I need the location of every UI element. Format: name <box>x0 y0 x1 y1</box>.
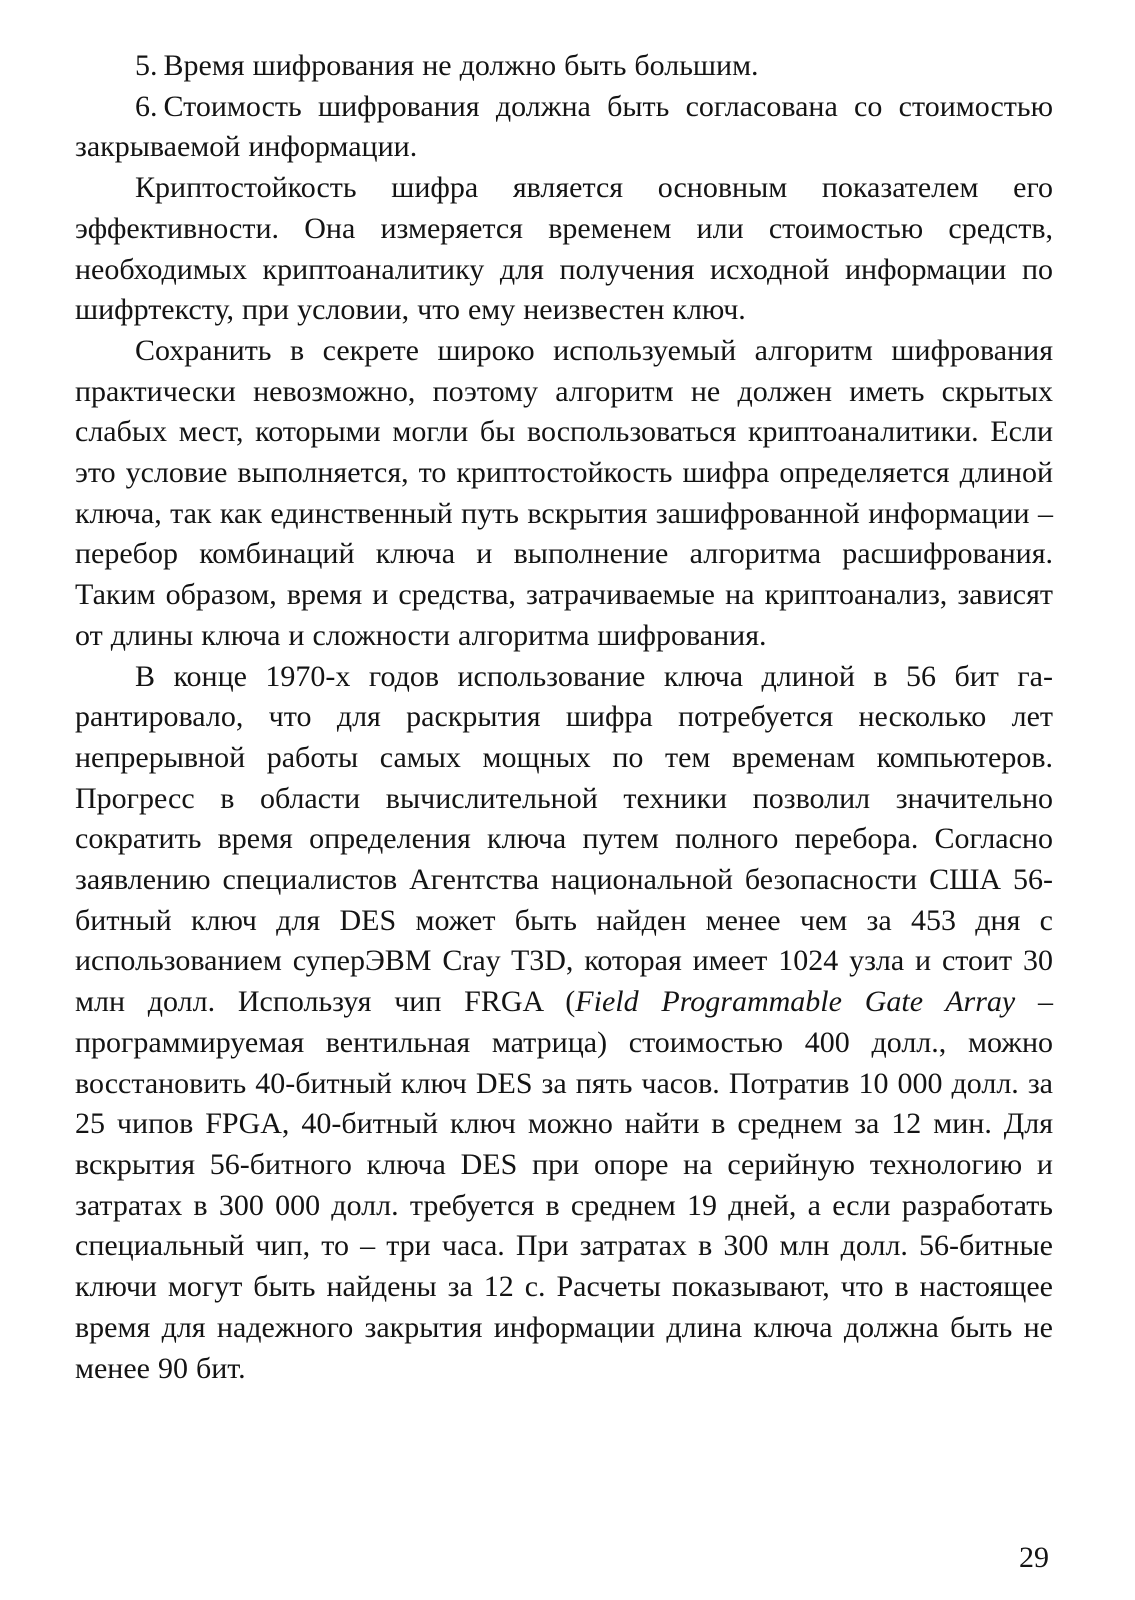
list-item-text: Время шифрования не должно быть большим. <box>163 49 759 82</box>
paragraph-algorithm-secrecy: Сохранить в секрете широко используемый алгоритм шифрования практически невозможно, поэтому алгоритм не должен иметь скрытых слабых мест, которыми могли бы воспользоваться криптоаналитики. Если это условие выполняется, то криптостойкость шифра определяется длиной ключа, так как единственный путь вскрытия зашифрованной информации – перебор комбинаций ключа и выполнение алгоритма расшифрования. Таким образом, время и средства, затрачиваемые на криптоанализ, зависят от длины ключа и сложности алгоритма шифрования. <box>75 333 1053 652</box>
paragraph-key-length-history <box>75 657 1053 1390</box>
paragraph-cryptostrength: Криптостойкость шифра является основным показателем его эффективности. Она измеряется временем или стоимостью средств, необходимых криптоаналитику для получения исходной информации по шифртексту, при условии, что ему неизвестен ключ. <box>75 171 1053 327</box>
list-item-number: 5. <box>135 49 158 82</box>
list-item-number: 6. <box>135 89 158 123</box>
list-item-text: Стоимость шифрования должна быть согласована со стоимостью закрываемой информации. <box>75 89 1053 164</box>
page-body <box>75 46 1053 1389</box>
paragraph-text-part: В конце 1970-х годов использование ключа длиной в 56 бит гарантировало, что для раскрытия шифра потребуется несколько лет непрерывной работы самых мощных по тем временам компьютеров. Прогресс в области вычислительной техники позволил значительно сократить время определения ключа путем полного перебора. Согласно заявлению специалистов Агентства национальной безопасности США 56-битный ключ для DES может быть найден менее чем за 453 дня с использованием суперЭВМ Cray T3D, которая имеет 1024 узла и стоит 30 млн долл. Используя чип FRGA ( <box>75 659 1053 1019</box>
italic-term: Field Programmable Gate Array <box>575 985 1016 1019</box>
paragraph-text-part: – программируемая вентильная матрица) стоимостью 400 долл., можно восстановить 40-битный ключ DES за пять часов. Потратив 10 000 долл. за 25 чипов FPGA, 40-битный ключ можно найти в среднем за 12 мин. Для вскрытия 56-битного ключа DES при опоре на серийную технологию и затратах в 300 000 долл. требуется в среднем 19 дней, а если разработать специальный чип, то – три часа. При затратах в 300 млн долл. 56-битные ключи могут быть найдены за 12 с. Расчеты показывают, что в настоящее время для надежного закрытия информации длина ключа должна быть не менее 90 бит. <box>75 985 1054 1385</box>
list-item-6 <box>75 87 1053 168</box>
page-number: 29 <box>1019 1541 1049 1574</box>
list-item-5 <box>75 46 1053 87</box>
